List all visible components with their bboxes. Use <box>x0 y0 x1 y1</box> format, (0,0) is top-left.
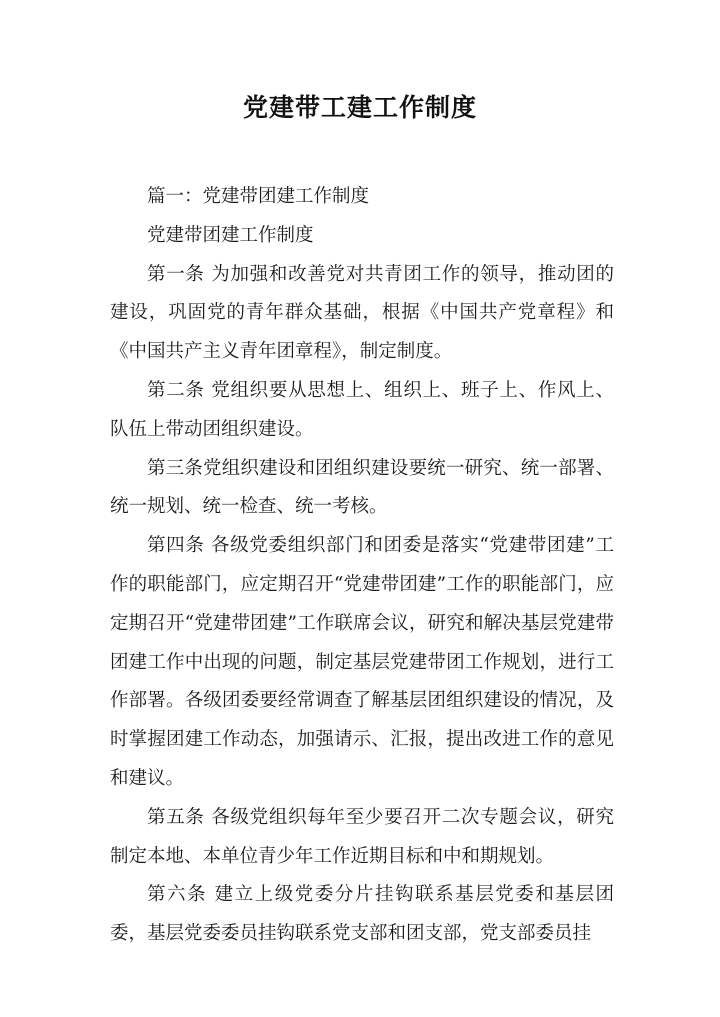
article-6: 第六条 建立上级党委分片挂钩联系基层党委和基层团委，基层党委委员挂钩联系党支部和团支部，党支部委员挂 <box>110 884 614 945</box>
document-title: 党建带工建工作制度 <box>242 93 477 122</box>
article-2: 第二条 党组织要从思想上、组织上、班子上、作风上、队伍上带动团组织建设。 <box>110 379 614 440</box>
article-3: 第三条党组织建设和团组织建设要统一研究、统一部署、统一规划、统一检查、统一考核。 <box>110 457 614 518</box>
article-5: 第五条 各级党组织每年至少要召开二次专题会议，研究制定本地、本单位青少年工作近期目标和中和期规划。 <box>110 806 614 867</box>
article-1: 第一条 为加强和改善党对共青团工作的领导，推动团的建设，巩固党的青年群众基础，根据《中国共产党章程》和《中国共产主义青年团章程》，制定制度。 <box>110 263 614 363</box>
document-body <box>110 178 614 954</box>
article-4: 第四条 各级党委组织部门和团委是落实“党建带团建”工作的职能部门，应定期召开“党建带团建”工作的职能部门，应定期召开“党建带团建”工作联席会议，研究和解决基层党建带团建工作中出现的问题，制定基层党建带团工作规划，进行工作部署。各级团委要经常调查了解基层团组织建设的情况，及时掌握团建工作动态，加强请示、汇报，提出改进工作的意见和建议。 <box>110 535 614 789</box>
section-heading: 篇一：党建带团建工作制度 <box>147 186 370 207</box>
subtitle: 党建带团建工作制度 <box>147 224 314 246</box>
